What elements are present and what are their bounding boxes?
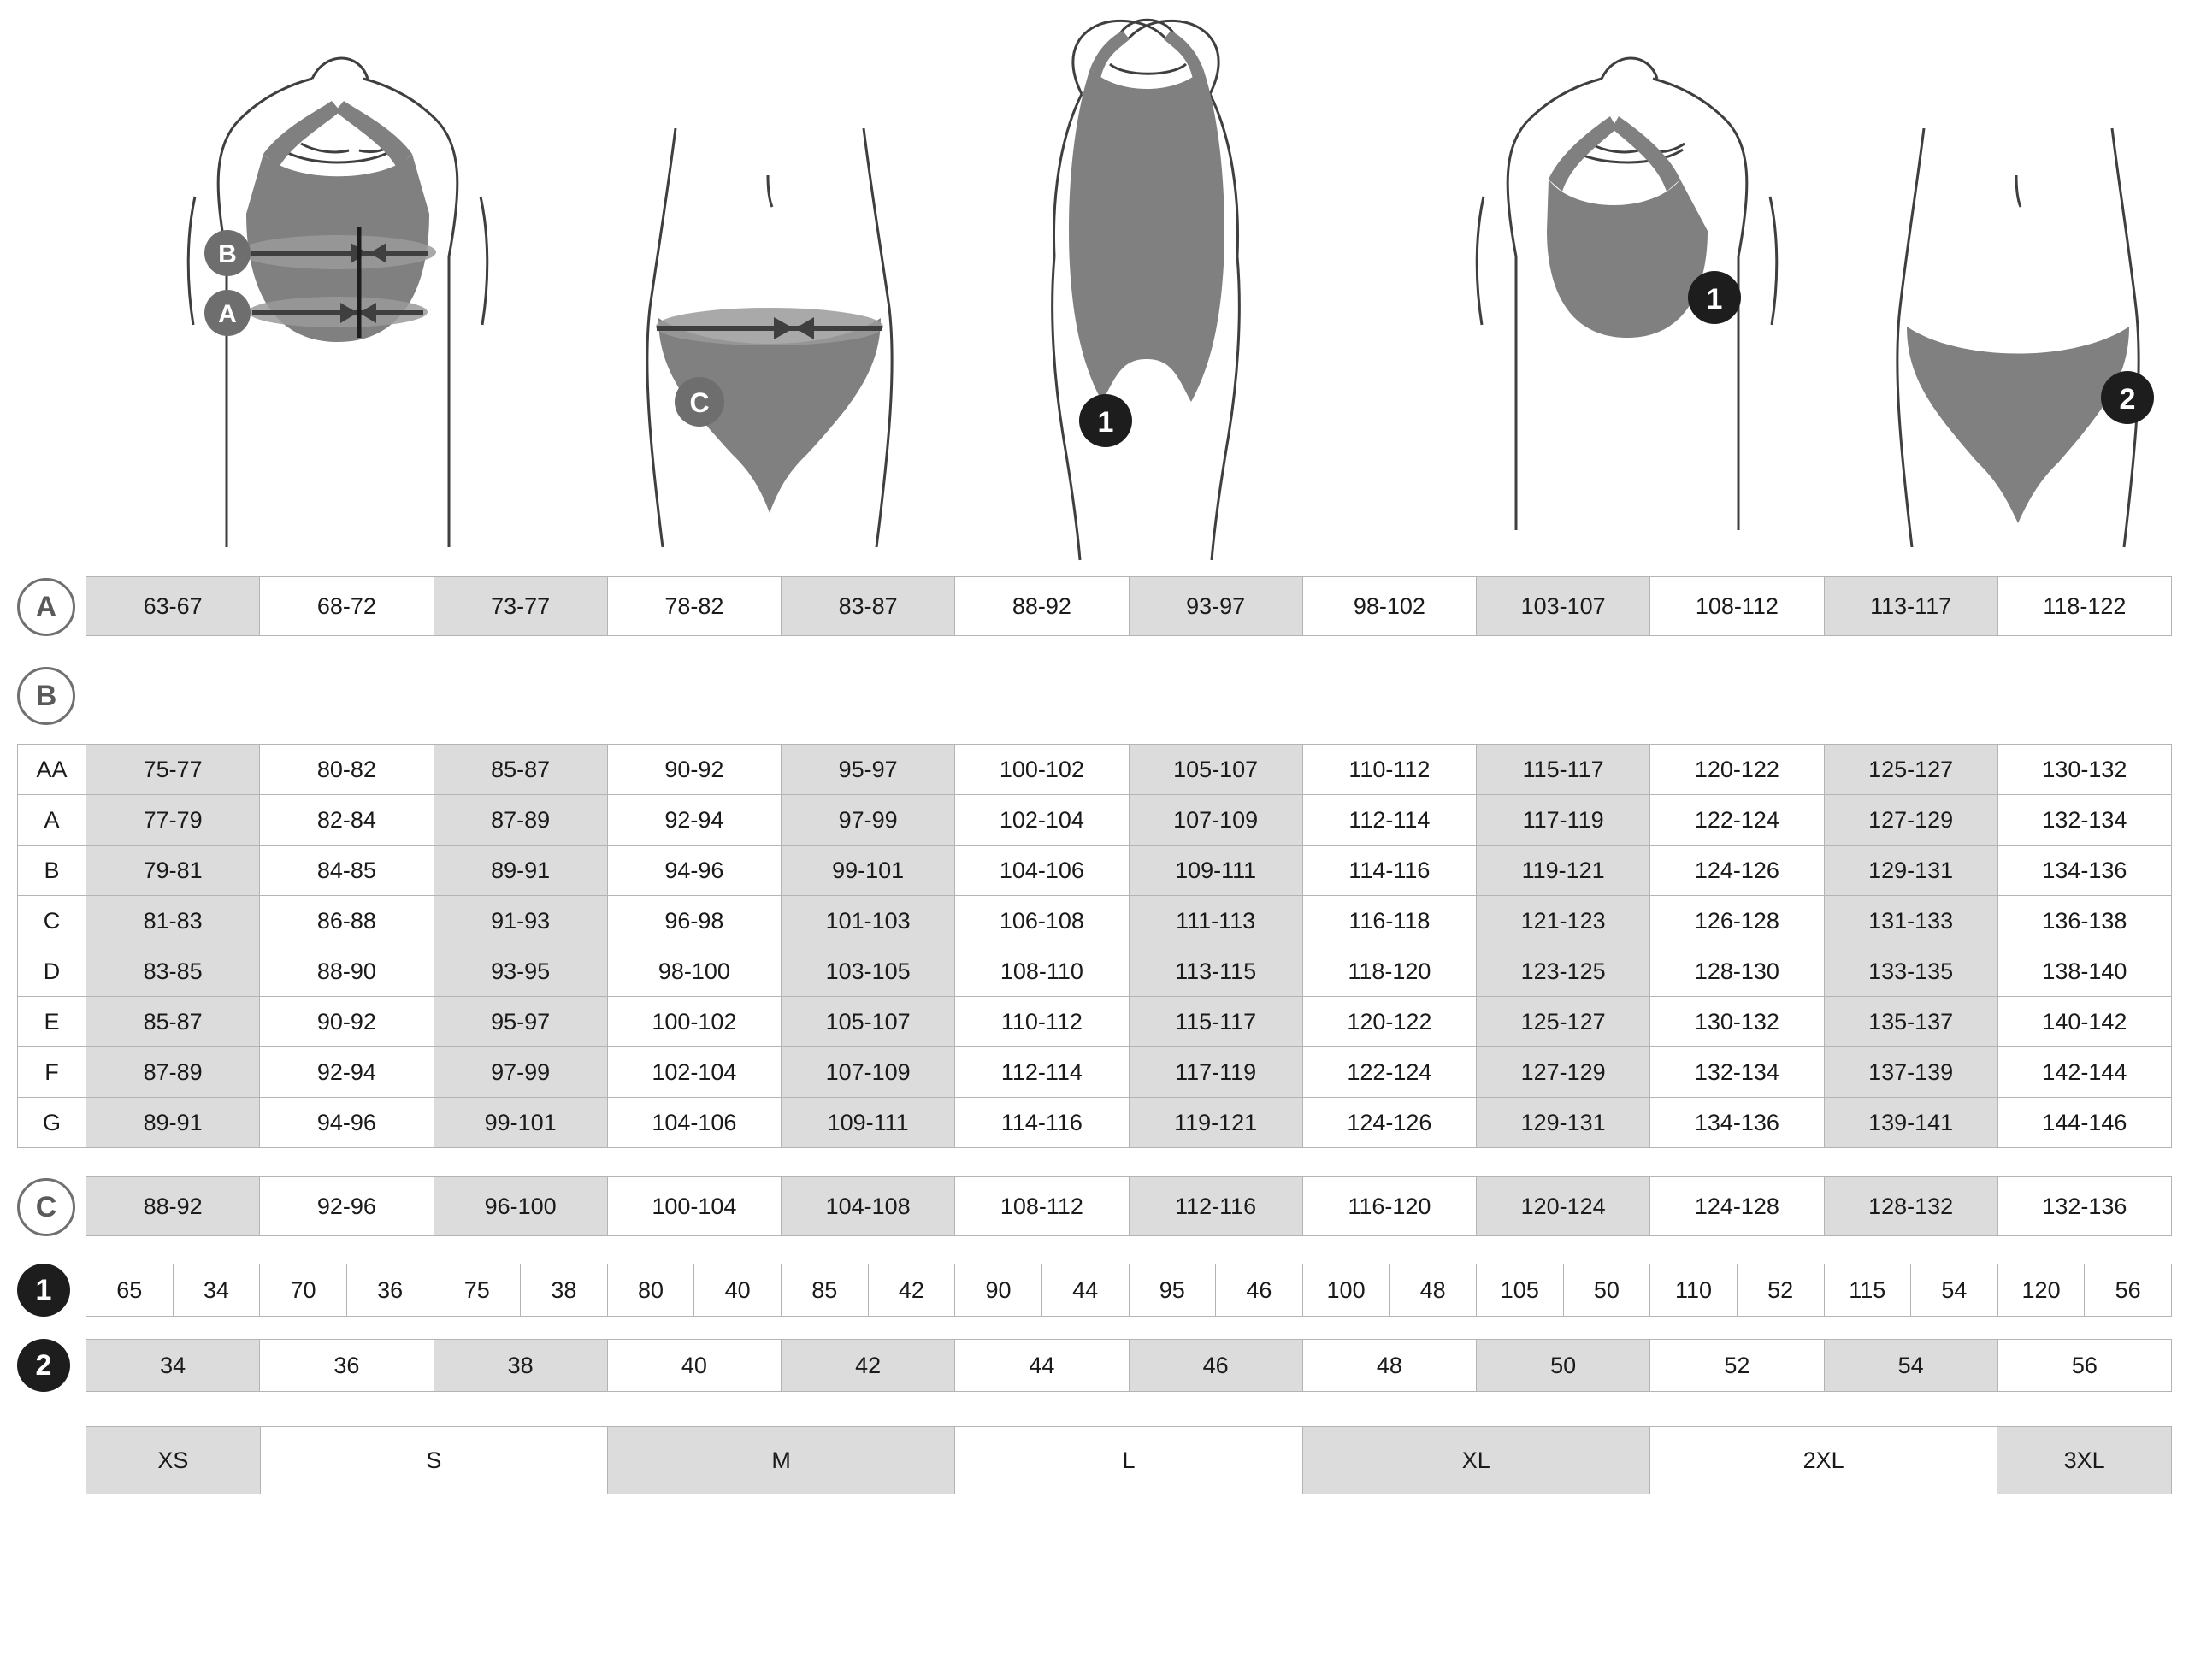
table-row (18, 1047, 2171, 1098)
cup-label: AA (18, 745, 86, 794)
underbust-cell: 78-82 (608, 577, 782, 635)
bust-cell: 133-135 (1825, 946, 1998, 996)
svg-text:2: 2 (2119, 383, 2136, 416)
bra-size-pair (955, 1264, 1129, 1316)
bust-cell: 89-91 (86, 1098, 260, 1147)
bust-cell: 104-106 (955, 846, 1129, 895)
bottom-size-cell: 46 (1130, 1340, 1303, 1391)
bottom-size-cell: 36 (260, 1340, 434, 1391)
bust-cell: 94-96 (260, 1098, 434, 1147)
bust-cell: 111-113 (1130, 896, 1303, 946)
bust-cell: 114-116 (1303, 846, 1477, 895)
svg-text:A: A (218, 300, 237, 328)
bra-size-pair (1477, 1264, 1650, 1316)
table-row (18, 946, 2171, 997)
bra-band-value: 100 (1303, 1264, 1390, 1316)
bust-cell: 98-100 (608, 946, 782, 996)
bust-cell: 95-97 (782, 745, 955, 794)
letter-size-strip (86, 1426, 2172, 1494)
row-label-b: B (17, 667, 75, 725)
bust-cell: 107-109 (1130, 795, 1303, 845)
bust-cell: 101-103 (782, 896, 955, 946)
table-row (18, 745, 2171, 795)
bust-cell: 81-83 (86, 896, 260, 946)
row-two-block (0, 1335, 2189, 1414)
bust-cell: 112-114 (1303, 795, 1477, 845)
letter-size-block (0, 1414, 2189, 1508)
bust-cell: 109-111 (782, 1098, 955, 1147)
bust-cell: 126-128 (1650, 896, 1824, 946)
bust-cell: 93-95 (434, 946, 608, 996)
bust-cell: 127-129 (1825, 795, 1998, 845)
bust-cell: 127-129 (1477, 1047, 1650, 1097)
cup-label: F (18, 1047, 86, 1097)
underbust-cell: 88-92 (955, 577, 1129, 635)
bra-size-pair (260, 1264, 434, 1316)
cup-grid-block (0, 744, 2189, 1163)
cup-label: C (18, 896, 86, 946)
bra-size-value: 34 (203, 1276, 229, 1303)
hip-cell: 92-96 (260, 1177, 434, 1235)
hip-cell: 104-108 (782, 1177, 955, 1235)
bust-cell: 116-118 (1303, 896, 1477, 946)
hip-cell: 100-104 (608, 1177, 782, 1235)
bust-cell: 113-115 (1130, 946, 1303, 996)
svg-text:C: C (689, 387, 710, 418)
underbust-cell: 118-122 (1998, 577, 2171, 635)
bust-cell: 89-91 (434, 846, 608, 895)
bust-cell: 108-110 (955, 946, 1129, 996)
letter-size-cell: 2XL (1650, 1427, 1997, 1494)
bust-cell: 94-96 (608, 846, 782, 895)
bust-cell: 117-119 (1130, 1047, 1303, 1097)
table-row (18, 896, 2171, 946)
bust-cell: 99-101 (782, 846, 955, 895)
bra-size-pair (1303, 1264, 1477, 1316)
figure-bust-measure (111, 0, 556, 556)
bust-cell: 122-124 (1650, 795, 1824, 845)
underbust-cell: 63-67 (86, 577, 260, 635)
hip-cell: 112-116 (1130, 1177, 1303, 1235)
table-row (18, 997, 2171, 1047)
bust-cell: 82-84 (260, 795, 434, 845)
hip-cell: 88-92 (86, 1177, 260, 1235)
bust-cell: 88-90 (260, 946, 434, 996)
bust-cell: 100-102 (608, 997, 782, 1046)
bust-cell: 80-82 (260, 745, 434, 794)
swimsuit-garment (1069, 68, 1224, 402)
row-label-two: 2 (17, 1339, 70, 1392)
bust-cell: 102-104 (608, 1047, 782, 1097)
svg-text:1: 1 (1097, 406, 1114, 439)
bra-band-value: 65 (86, 1264, 174, 1316)
bust-cell: 86-88 (260, 896, 434, 946)
underbust-cell: 83-87 (782, 577, 955, 635)
bust-cell: 130-132 (1998, 745, 2171, 794)
bust-cell: 96-98 (608, 896, 782, 946)
row-b-label-block (0, 658, 2189, 744)
cup-label: G (18, 1098, 86, 1147)
bust-cell: 125-127 (1825, 745, 1998, 794)
underbust-cell: 98-102 (1303, 577, 1477, 635)
hip-cell: 96-100 (434, 1177, 608, 1235)
bra-band-value: 75 (434, 1264, 522, 1316)
bust-cell: 129-131 (1477, 1098, 1650, 1147)
row-label-c: C (17, 1178, 75, 1236)
bra-size-value: 46 (1246, 1276, 1272, 1303)
bust-cell: 79-81 (86, 846, 260, 895)
bust-cell: 75-77 (86, 745, 260, 794)
bottom-size-cell: 50 (1477, 1340, 1650, 1391)
cup-label: E (18, 997, 86, 1046)
bra-size-value: 56 (2115, 1276, 2141, 1303)
bra-size-value: 48 (1419, 1276, 1446, 1303)
underbust-cell: 93-97 (1130, 577, 1303, 635)
bra-size-pair (782, 1264, 955, 1316)
table-row (18, 846, 2171, 896)
row-a-strip (86, 576, 2172, 636)
row-a-block (0, 564, 2189, 658)
bust-cell: 144-146 (1998, 1098, 2171, 1147)
bust-cell: 107-109 (782, 1047, 955, 1097)
bust-cell: 118-120 (1303, 946, 1477, 996)
bust-cell: 85-87 (86, 997, 260, 1046)
letter-size-cell: S (261, 1427, 608, 1494)
bust-cell: 115-117 (1477, 745, 1650, 794)
bust-cell: 97-99 (434, 1047, 608, 1097)
bra-size-pair (1650, 1264, 1824, 1316)
bust-cell: 84-85 (260, 846, 434, 895)
bust-cell: 139-141 (1825, 1098, 1998, 1147)
row-label-one: 1 (17, 1264, 70, 1317)
bust-cell: 99-101 (434, 1098, 608, 1147)
bust-cell: 83-85 (86, 946, 260, 996)
bust-cell: 87-89 (86, 1047, 260, 1097)
bust-cell: 119-121 (1477, 846, 1650, 895)
bust-cell: 132-134 (1998, 795, 2171, 845)
bust-cell: 91-93 (434, 896, 608, 946)
bust-cell: 103-105 (782, 946, 955, 996)
bust-cell: 125-127 (1477, 997, 1650, 1046)
underbust-cell: 113-117 (1825, 577, 1998, 635)
bust-cell: 115-117 (1130, 997, 1303, 1046)
bra-band-value: 80 (608, 1264, 695, 1316)
illustration-row (0, 0, 2189, 564)
bust-cell: 135-137 (1825, 997, 1998, 1046)
figure-onepiece (953, 0, 1338, 564)
bust-cell: 110-112 (955, 997, 1129, 1046)
bust-cell: 97-99 (782, 795, 955, 845)
bust-cell: 134-136 (1650, 1098, 1824, 1147)
bust-cell: 114-116 (955, 1098, 1129, 1147)
bust-cell: 119-121 (1130, 1098, 1303, 1147)
row-one-strip (86, 1264, 2172, 1317)
cup-label: B (18, 846, 86, 895)
bottom-size-cell: 56 (1998, 1340, 2171, 1391)
bust-cell: 77-79 (86, 795, 260, 845)
table-row (18, 795, 2171, 846)
bust-cell: 121-123 (1477, 896, 1650, 946)
bust-cell: 140-142 (1998, 997, 2171, 1046)
hip-cell: 132-136 (1998, 1177, 2171, 1235)
bust-cell: 105-107 (782, 997, 955, 1046)
hip-cell: 120-124 (1477, 1177, 1650, 1235)
bust-cell: 120-122 (1650, 745, 1824, 794)
bust-cell: 104-106 (608, 1098, 782, 1147)
bust-cell: 87-89 (434, 795, 608, 845)
letter-size-cell: XL (1303, 1427, 1650, 1494)
cup-label: A (18, 795, 86, 845)
bottom-size-cell: 42 (782, 1340, 955, 1391)
bottom-size-cell: 34 (86, 1340, 260, 1391)
bust-cell: 120-122 (1303, 997, 1477, 1046)
bra-size-pair (86, 1264, 260, 1316)
cup-size-grid (17, 744, 2172, 1148)
bra-size-value: 44 (1072, 1276, 1099, 1303)
figure-hip-measure (599, 0, 941, 556)
row-two-strip (86, 1339, 2172, 1392)
hip-cell: 108-112 (955, 1177, 1129, 1235)
bra-size-pair (434, 1264, 608, 1316)
bra-band-value: 105 (1477, 1264, 1564, 1316)
figure-bottoms (1856, 0, 2180, 556)
underbust-cell: 103-107 (1477, 577, 1650, 635)
bra-size-value: 36 (377, 1276, 404, 1303)
underbust-cell: 73-77 (434, 577, 608, 635)
underbust-cell: 68-72 (260, 577, 434, 635)
row-one-block (0, 1257, 2189, 1335)
bust-cell: 90-92 (608, 745, 782, 794)
bust-cell: 102-104 (955, 795, 1129, 845)
bra-size-pair (608, 1264, 782, 1316)
hip-cell: 128-132 (1825, 1177, 1998, 1235)
bust-cell: 124-126 (1303, 1098, 1477, 1147)
bust-cell: 110-112 (1303, 745, 1477, 794)
cup-label: D (18, 946, 86, 996)
hip-cell: 124-128 (1650, 1177, 1824, 1235)
bra-size-value: 54 (1941, 1276, 1968, 1303)
bust-cell: 131-133 (1825, 896, 1998, 946)
row-c-block (0, 1163, 2189, 1257)
letter-size-cell: L (955, 1427, 1302, 1494)
bust-cell: 105-107 (1130, 745, 1303, 794)
bra-band-value: 120 (1998, 1264, 2086, 1316)
bust-cell: 128-130 (1650, 946, 1824, 996)
letter-size-cell: 3XL (1997, 1427, 2171, 1494)
bust-cell: 142-144 (1998, 1047, 2171, 1097)
bust-cell: 109-111 (1130, 846, 1303, 895)
bust-cell: 124-126 (1650, 846, 1824, 895)
bust-cell: 132-134 (1650, 1047, 1824, 1097)
row-c-strip (86, 1176, 2172, 1236)
bust-cell: 129-131 (1825, 846, 1998, 895)
bust-cell: 95-97 (434, 997, 608, 1046)
bust-cell: 85-87 (434, 745, 608, 794)
bra-size-pair (1825, 1264, 1998, 1316)
bust-cell: 130-132 (1650, 997, 1824, 1046)
bra-band-value: 70 (260, 1264, 347, 1316)
bottom-size-cell: 38 (434, 1340, 608, 1391)
bra-size-pair (1998, 1264, 2171, 1316)
svg-text:B: B (218, 240, 237, 268)
bra-band-value: 95 (1130, 1264, 1217, 1316)
underbust-cell: 108-112 (1650, 577, 1824, 635)
bottom-size-cell: 40 (608, 1340, 782, 1391)
bust-cell: 90-92 (260, 997, 434, 1046)
bra-size-value: 42 (898, 1276, 924, 1303)
svg-text:1: 1 (1706, 283, 1723, 315)
bottom-size-cell: 52 (1650, 1340, 1824, 1391)
bottom-size-cell: 48 (1303, 1340, 1477, 1391)
table-row (18, 1098, 2171, 1147)
bottom-size-cell: 54 (1825, 1340, 1998, 1391)
bust-cell: 136-138 (1998, 896, 2171, 946)
bust-cell: 138-140 (1998, 946, 2171, 996)
bust-cell: 123-125 (1477, 946, 1650, 996)
bust-cell: 134-136 (1998, 846, 2171, 895)
bust-cell: 137-139 (1825, 1047, 1998, 1097)
hip-cell: 116-120 (1303, 1177, 1477, 1235)
bra-size-value: 38 (551, 1276, 577, 1303)
row-label-a: A (17, 578, 75, 636)
bust-cell: 112-114 (955, 1047, 1129, 1097)
bra-size-value: 52 (1767, 1276, 1794, 1303)
bust-cell: 122-124 (1303, 1047, 1477, 1097)
bra-band-value: 90 (955, 1264, 1042, 1316)
letter-size-cell: M (608, 1427, 955, 1494)
letter-size-cell: XS (86, 1427, 261, 1494)
bust-cell: 106-108 (955, 896, 1129, 946)
bottoms-garment (1907, 327, 2129, 523)
bra-band-value: 115 (1825, 1264, 1912, 1316)
figure-bra-top (1390, 0, 1817, 556)
bra-size-value: 40 (724, 1276, 751, 1303)
bust-cell: 117-119 (1477, 795, 1650, 845)
bust-cell: 92-94 (260, 1047, 434, 1097)
bra-size-pair (1130, 1264, 1303, 1316)
bust-cell: 100-102 (955, 745, 1129, 794)
bottom-size-cell: 44 (955, 1340, 1129, 1391)
bra-band-value: 110 (1650, 1264, 1738, 1316)
bra-size-value: 50 (1593, 1276, 1620, 1303)
bust-cell: 92-94 (608, 795, 782, 845)
bra-band-value: 85 (782, 1264, 869, 1316)
bra-top-garment (1547, 180, 1708, 338)
